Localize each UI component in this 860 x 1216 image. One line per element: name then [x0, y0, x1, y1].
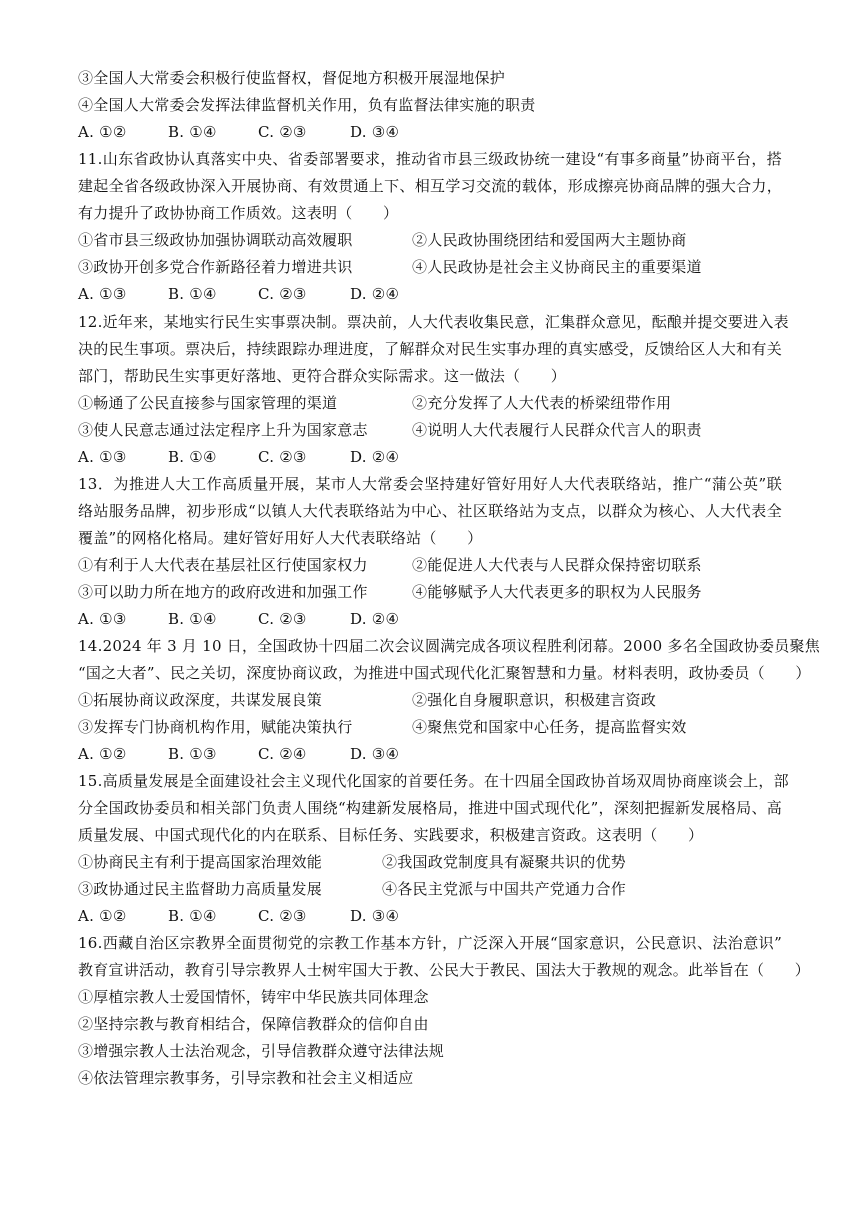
q12-options: [78, 444, 782, 471]
option-b[interactable]: B. ①③: [168, 745, 217, 763]
q16-stem-line-2: 教育宣讲活动，教育引导宗教界人士树牢国大于教、公民大于教民、国法大于教规的观念。此举旨在（ ）: [78, 961, 811, 979]
option-c[interactable]: C. ②③: [258, 907, 307, 925]
q12-choice-3: ③使人民意志通过法定程序上升为国家意志: [78, 421, 368, 439]
option-b[interactable]: B. ①④: [168, 907, 217, 925]
option-b[interactable]: B. ①④: [168, 285, 217, 303]
q14-stem-line-2: “国之大者”、民之关切，深度协商议政，为推进中国式现代化汇聚智慧和力量。材料表明，政协委员（ ）: [78, 664, 811, 682]
q11-choice-row-1: [78, 227, 782, 254]
q11-options: [78, 281, 782, 308]
option-a[interactable]: A. ①③: [78, 610, 127, 628]
option-a[interactable]: A. ①③: [78, 448, 127, 466]
q14-choice-1: ①拓展协商议政深度，共谋发展良策: [78, 691, 323, 709]
option-b[interactable]: B. ①④: [168, 123, 217, 141]
q15-choice-4: ④各民主党派与中国共产党通力合作: [382, 880, 627, 898]
q11-stem-line-3: 有力提升了政协协商工作质效。这表明（ ）: [78, 204, 399, 222]
q13-choice-row-1: [78, 552, 782, 579]
q11-choice-3: ③政协开创多党合作新路径着力增进共识: [78, 258, 353, 276]
q15-stem-line-1: 15.高质量发展是全面建设社会主义现代化国家的首要任务。在十四届全国政协首场双周协商座谈会上，部: [78, 772, 789, 790]
q11-stem-line-1: 11.山东省政协认真落实中央、省委部署要求，推动省市县三级政协统一建设“有事多商量”协商平台，搭: [78, 150, 782, 168]
q12-choice-2: ②充分发挥了人大代表的桥梁纽带作用: [412, 394, 672, 412]
q14-choice-2: ②强化自身履职意识，积极建言资政: [412, 691, 657, 709]
q10-options: [78, 119, 782, 146]
option-d[interactable]: D. ②④: [350, 285, 400, 303]
q13-choice-4: ④能够赋予人大代表更多的职权为人民服务: [412, 583, 702, 601]
q13-stem-line-3: 覆盖”的网格化格局。建好管好用好人大代表联络站（ ）: [78, 529, 483, 547]
q16-choice-2: ②坚持宗教与教育相结合，保障信教群众的信仰自由: [78, 1015, 429, 1033]
q12-stem-line-3: 部门，帮助民生实事更好落地、更符合群众实际需求。这一做法（ ）: [78, 367, 567, 385]
q11-choice-1: ①省市县三级政协加强协调联动高效履职: [78, 231, 353, 249]
q13-choice-3: ③可以助力所在地方的政府改进和加强工作: [78, 583, 368, 601]
q13-stem-line-1: 13．为推进人大工作高质量开展，某市人大常委会坚持建好管好用好人大代表联络站，推广“蒲公英”联: [78, 475, 782, 493]
q15-choice-row-2: [78, 876, 782, 903]
option-c[interactable]: C. ②④: [258, 745, 307, 763]
option-d[interactable]: D. ③④: [350, 907, 400, 925]
option-c[interactable]: C. ②③: [258, 285, 307, 303]
q13-choice-row-2: [78, 579, 782, 606]
q16-choice-3: ③增强宗教人士法治观念，引导信教群众遵守法律法规: [78, 1042, 445, 1060]
q11-choice-row-2: [78, 254, 782, 281]
q15-choice-1: ①协商民主有利于提高国家治理效能: [78, 853, 323, 871]
q11-choice-2: ②人民政协围绕团结和爱国两大主题协商: [412, 231, 687, 249]
q14-choice-3: ③发挥专门协商机构作用，赋能决策执行: [78, 718, 353, 736]
q15-stem-line-3: 质量发展、中国式现代化的内在联系、目标任务、实践要求，积极建言资政。这表明（ ）: [78, 826, 704, 844]
q13-options: [78, 606, 782, 633]
option-a[interactable]: A. ①②: [78, 907, 127, 925]
option-a[interactable]: A. ①②: [78, 745, 127, 763]
q13-choice-1: ①有利于人大代表在基层社区行使国家权力: [78, 556, 368, 574]
q11-stem-line-2: 建起全省各级政协深入开展协商、有效贯通上下、相互学习交流的载体，形成擦亮协商品牌的强大合力，: [78, 177, 782, 195]
option-d[interactable]: D. ②④: [350, 448, 400, 466]
q15-choice-row-1: [78, 849, 782, 876]
option-a[interactable]: A. ①②: [78, 123, 127, 141]
q12-stem-line-2: 决的民生事项。票决后，持续跟踪办理进度，了解群众对民生实事办理的真实感受，反馈给区人大和有关: [78, 340, 782, 358]
q10-choice-4: ④全国人大常委会发挥法律监督机关作用，负有监督法律实施的职责: [78, 96, 536, 114]
q15-stem-line-2: 分全国政协委员和相关部门负责人围绕“构建新发展格局，推进中国式现代化”，深刻把握新发展格局、高: [78, 799, 782, 817]
option-d[interactable]: D. ③④: [350, 745, 400, 763]
option-b[interactable]: B. ①④: [168, 610, 217, 628]
q12-choice-row-1: [78, 390, 782, 417]
option-c[interactable]: C. ②③: [258, 123, 307, 141]
q12-choice-row-2: [78, 417, 782, 444]
option-c[interactable]: C. ②③: [258, 448, 307, 466]
q14-choice-row-1: [78, 687, 782, 714]
q13-choice-2: ②能促进人大代表与人民群众保持密切联系: [412, 556, 702, 574]
q16-stem-line-1: 16.西藏自治区宗教界全面贯彻党的宗教工作基本方针，广泛深入开展“国家意识，公民意识、法治意识”: [78, 934, 782, 952]
q16-choice-1: ①厚植宗教人士爱国情怀，铸牢中华民族共同体理念: [78, 988, 429, 1006]
q14-choice-4: ④聚焦党和国家中心任务，提高监督实效: [412, 718, 687, 736]
q14-choice-row-2: [78, 714, 782, 741]
q12-stem-line-1: 12.近年来，某地实行民生实事票决制。票决前，人大代表收集民意，汇集群众意见，酝酿并提交要进入表: [78, 313, 789, 331]
q16-choice-4: ④依法管理宗教事务，引导宗教和社会主义相适应: [78, 1069, 414, 1087]
option-c[interactable]: C. ②③: [258, 610, 307, 628]
q15-options: [78, 903, 782, 930]
option-d[interactable]: D. ②④: [350, 610, 400, 628]
q14-stem-line-1: 14.2024 年 3 月 10 日，全国政协十四届二次会议圆满完成各项议程胜利闭幕。2000 多名全国政协委员聚焦: [78, 637, 820, 655]
q15-choice-3: ③政协通过民主监督助力高质量发展: [78, 880, 323, 898]
option-d[interactable]: D. ③④: [350, 123, 400, 141]
q12-choice-4: ④说明人大代表履行人民群众代言人的职责: [412, 421, 702, 439]
option-a[interactable]: A. ①③: [78, 285, 127, 303]
q15-choice-2: ②我国政党制度具有凝聚共识的优势: [382, 853, 627, 871]
q14-options: [78, 741, 782, 768]
q11-choice-4: ④人民政协是社会主义协商民主的重要渠道: [412, 258, 702, 276]
q13-stem-line-2: 络站服务品牌，初步形成“以镇人大代表联络站为中心、社区联络站为支点，以群众为核心、人大代表全: [78, 502, 782, 520]
q12-choice-1: ①畅通了公民直接参与国家管理的渠道: [78, 394, 338, 412]
option-b[interactable]: B. ①④: [168, 448, 217, 466]
q10-choice-3: ③全国人大常委会积极行使监督权，督促地方积极开展湿地保护: [78, 69, 506, 87]
